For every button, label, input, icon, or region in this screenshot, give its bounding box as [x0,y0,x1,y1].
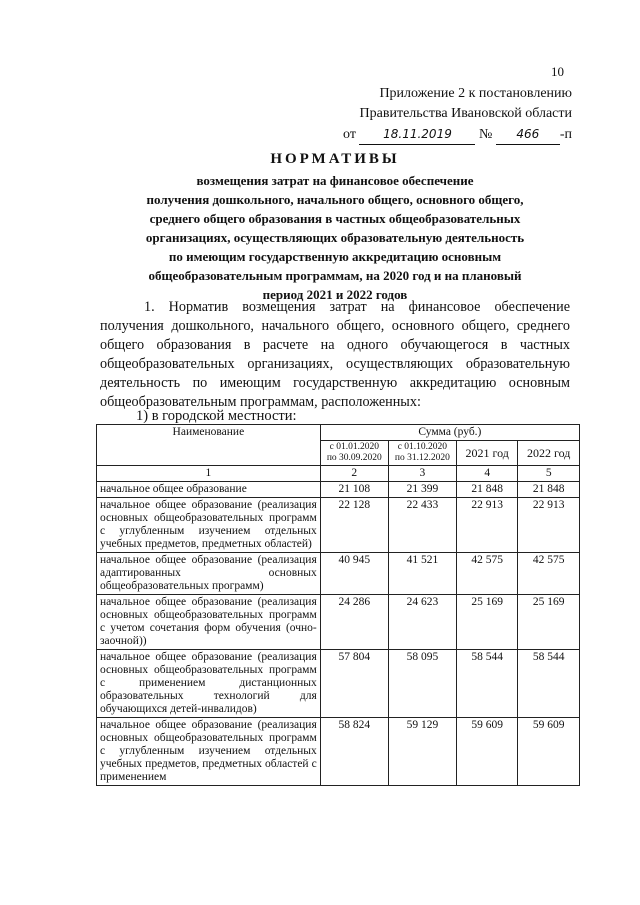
row-value: 22 913 [518,498,580,553]
paragraph-1: 1. Норматив возмещения затрат на финансовое обеспечение получения дошкольного, начального общего, основного общего, среднего общего образования в расчете на одного обучающегося в частных общеобразовательных организациях, осуществляющих образовательную деятельность по имеющим государственную аккредитацию основным общеобразовательным программам, расположенных: [100,299,570,410]
row-value: 25 169 [456,595,518,650]
row-value: 22 433 [388,498,456,553]
subheading-urban: 1) в городской местности: [136,408,297,424]
row-value: 21 848 [456,482,518,498]
row-value: 42 575 [518,553,580,595]
appendix-prefix: от [343,127,356,142]
row-value: 21 848 [518,482,580,498]
norms-table [96,424,580,786]
header-year-2022: 2022 год [518,441,580,466]
heading-line: получения дошкольного, начального общего, основного общего, [146,192,524,207]
row-name: начальное общее образование (реализация основных общеобразовательных программ с учетом сочетания форм обучения (очно-заочной)) [97,595,321,650]
row-value: 58 544 [456,650,518,718]
row-value: 41 521 [388,553,456,595]
row-value: 25 169 [518,595,580,650]
row-name: начальное общее образование (реализация основных общеобразовательных программ с углубленным изучением отдельных учебных предметов, предметных областей с применением [97,718,321,786]
col-number: 5 [518,466,580,482]
heading-title: НОРМАТИВЫ [270,151,400,167]
row-name: начальное общее образование [97,482,321,498]
number-sign: № [478,127,493,142]
row-value: 58 824 [320,718,388,786]
row-name: начальное общее образование (реализация основных общеобразовательных программ с углубленным изучением отдельных учебных предметов, предметных областей) [97,498,321,553]
table-row [97,595,580,650]
appendix-block [300,84,572,145]
header-name: Наименование [97,425,321,466]
row-name: начальное общее образование (реализация основных общеобразовательных программ с применением дистанционных образовательных технологий для обучающихся детей-инвалидов) [97,650,321,718]
col-number: 3 [388,466,456,482]
heading-line: среднего общего образования в частных общеобразовательных [149,211,521,226]
row-value: 42 575 [456,553,518,595]
table-row [97,650,580,718]
header-period-1: с 01.01.2020 по 30.09.2020 [320,441,388,466]
row-value: 22 913 [456,498,518,553]
appendix-line-2: Правительства Ивановской области [359,106,572,121]
header-year-2021: 2021 год [456,441,518,466]
appendix-line-3 [300,124,572,145]
header-sum: Сумма (руб.) [320,425,579,441]
row-value: 58 544 [518,650,580,718]
table-row [97,553,580,595]
header-period-2: с 01.10.2020 по 31.12.2020 [388,441,456,466]
row-value: 59 129 [388,718,456,786]
col-number: 4 [456,466,518,482]
row-value: 24 623 [388,595,456,650]
row-value: 22 128 [320,498,388,553]
heading-line: период 2021 и 2022 годов [262,287,408,302]
table-header-row [97,425,580,441]
col-number: 2 [320,466,388,482]
table-row [97,718,580,786]
row-value: 40 945 [320,553,388,595]
heading-line: организациях, осуществляющих образовательную деятельность [145,230,525,245]
heading-line: возмещения затрат на финансовое обеспечение [196,173,474,188]
handwritten-number: 466 [496,124,560,145]
row-value: 59 609 [456,718,518,786]
heading-line: общеобразовательным программам, на 2020 год и на плановый [148,268,522,283]
table-colnum-row [97,466,580,482]
appendix-suffix: -п [559,127,572,142]
table-row [97,498,580,553]
row-value: 21 399 [388,482,456,498]
row-value: 24 286 [320,595,388,650]
row-value: 58 095 [388,650,456,718]
row-value: 59 609 [518,718,580,786]
row-value: 21 108 [320,482,388,498]
page-number: 10 [551,64,564,79]
heading-line: по имеющим государственную аккредитацию основным [168,249,502,264]
appendix-line-1: Приложение 2 к постановлению [379,86,572,101]
document-heading [100,150,570,304]
row-name: начальное общее образование (реализация адаптированных основных общеобразовательных программ) [97,553,321,595]
row-value: 57 804 [320,650,388,718]
handwritten-date: 18.11.2019 [359,124,475,145]
table-row [97,482,580,498]
col-number: 1 [97,466,321,482]
